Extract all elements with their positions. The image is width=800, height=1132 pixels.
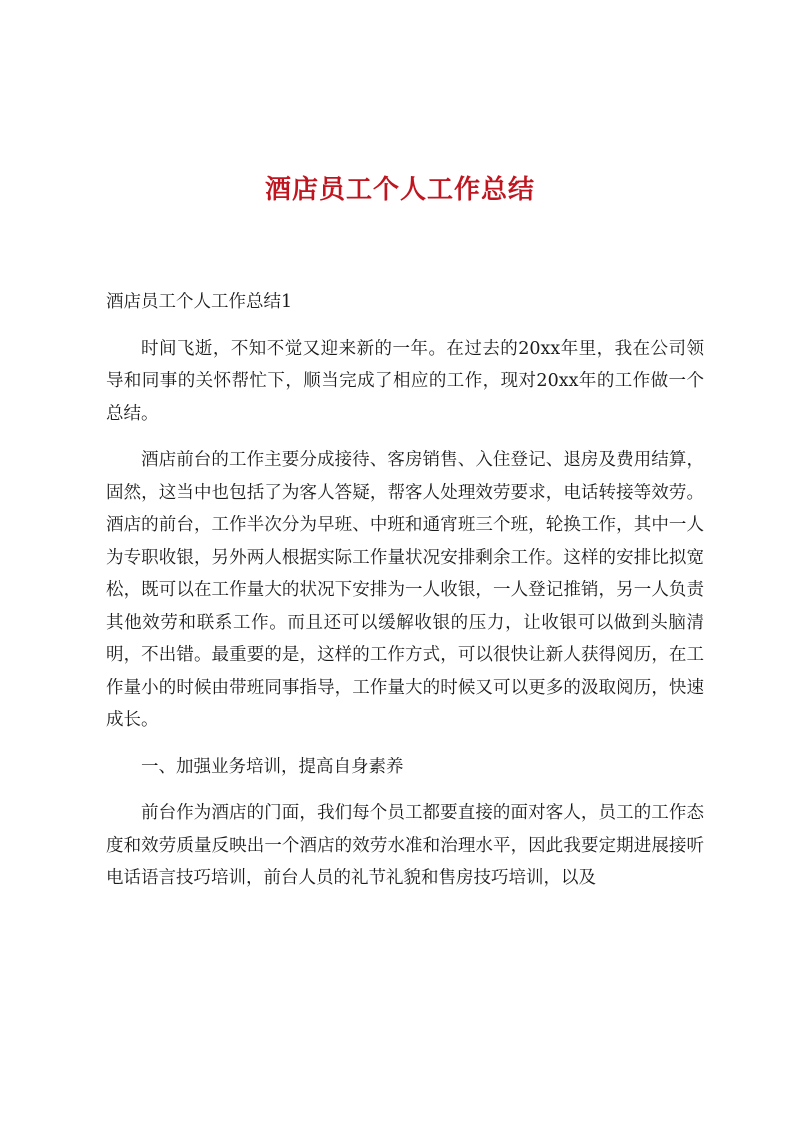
section-heading-training: 一、加强业务培训，提高自身素养 <box>141 756 404 777</box>
paragraph-intro: 时间飞逝，不知不觉又迎来新的一年。在过去的20xx年里，我在公司领导和同事的关怀帮忙下，顺当完成了相应的工作，现对20xx年的工作做一个总结。 <box>106 338 704 424</box>
section-subtitle: 酒店员工个人工作总结1 <box>106 292 293 312</box>
document-body <box>106 286 704 909</box>
document-title: 酒店员工个人工作总结 <box>264 175 535 205</box>
paragraph-front-desk-duties: 酒店前台的工作主要分成接待、客房销售、入住登记、退房及费用结算，固然，这当中也包括了为客人答疑，帮客人处理效劳要求，电话转接等效劳。酒店的前台，工作半次分为早班、中班和通宵班三个班，轮换工作，其中一人为专职收银，另外两人根据实际工作量状况安排剩余工作。这样的安排比拟宽松，既可以在工作量大的状况下安排为一人收银，一人登记推销，另一人负责其他效劳和联系工作。而且还可以缓解收银的压力，让收银可以做到头脑清明，不出错。最重要的是，这样的工作方式，可以很快让新人获得阅历，在工作量小的时候由带班同事指导，工作量大的时候又可以更多的汲取阅历，快速成长。 <box>106 450 704 730</box>
paragraph-training: 前台作为酒店的门面，我们每个员工都要直接的面对客人，员工的工作态度和效劳质量反映出一个酒店的效劳水准和治理水平，因此我要定期进展接听电话语言技巧培训，前台人员的礼节礼貌和售房技巧培训，以及 <box>106 803 704 888</box>
